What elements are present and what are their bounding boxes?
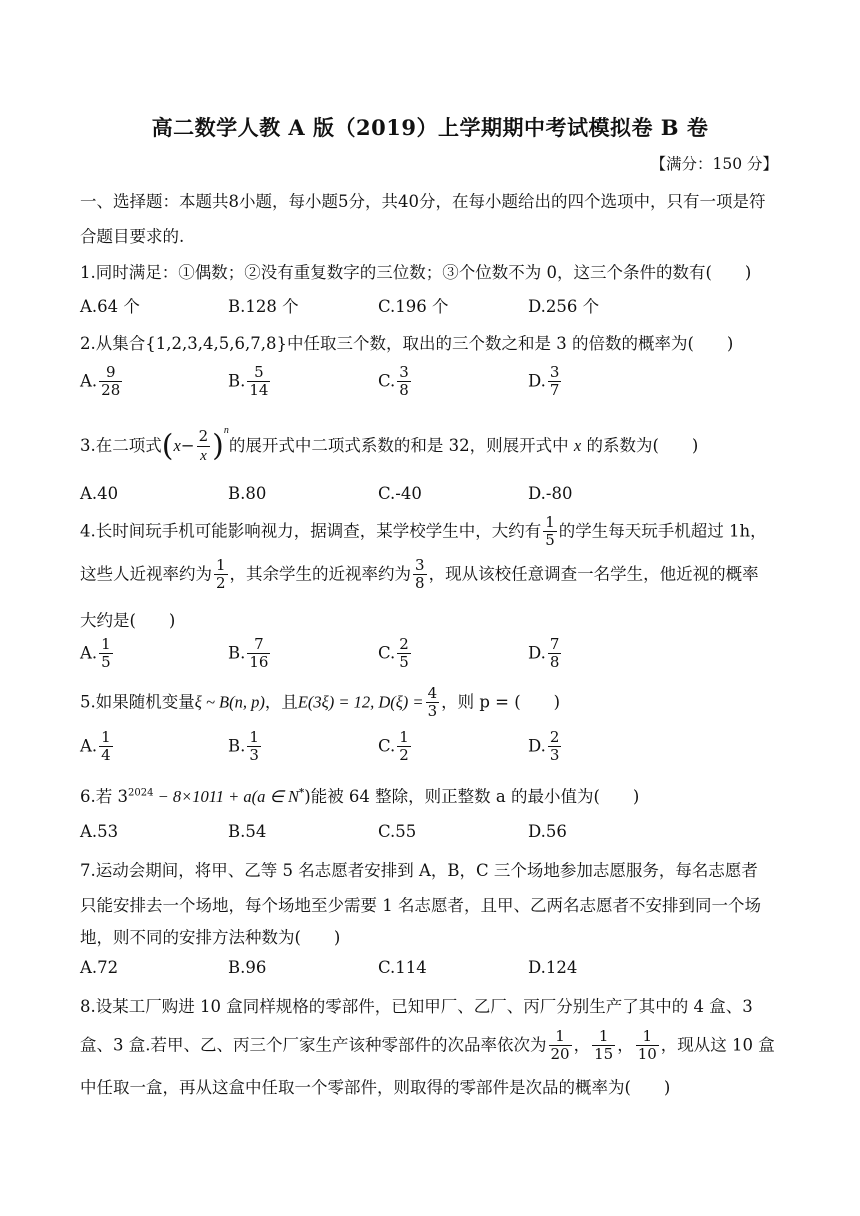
page-title: 高二数学人教 A 版（2019）上学期期中考试模拟卷 B 卷 <box>151 115 709 140</box>
question-4-text: 这些人近视率约为 <box>80 564 212 584</box>
fraction <box>543 514 557 550</box>
question-7-option-d: D.124 <box>528 958 578 977</box>
question-7-option-a: A.72 <box>80 958 119 977</box>
question-1-option-b: B.128 个 <box>228 297 299 316</box>
fraction-denominator: 20 <box>550 1045 570 1064</box>
question-6-option-c: C.55 <box>378 822 417 841</box>
expression-x: x <box>173 436 181 455</box>
fraction <box>592 1028 615 1064</box>
question-7-option-c: C.114 <box>378 958 427 977</box>
fraction <box>99 729 113 765</box>
fraction <box>99 364 122 400</box>
question-4-option-c <box>378 636 413 672</box>
fraction-denominator: 14 <box>249 381 269 400</box>
fraction-numerator: 2 <box>399 635 409 653</box>
fraction-numerator: 1 <box>216 556 226 574</box>
option-label: A. <box>80 643 98 663</box>
expression-minus: − <box>180 436 195 455</box>
fraction-denominator: 5 <box>399 653 409 672</box>
question-8-text: ，现从这 10 盒 <box>660 1035 775 1055</box>
separator: ， <box>573 1035 591 1055</box>
fraction-numerator: 3 <box>415 556 425 574</box>
fraction-denominator: 16 <box>249 653 269 672</box>
option-label: D. <box>528 643 546 663</box>
fraction <box>397 636 411 672</box>
question-1-option-a: A.64 个 <box>80 297 140 316</box>
question-6-option-d: D.56 <box>528 822 567 841</box>
question-3-option-a: A.40 <box>80 484 119 503</box>
question-4-option-a <box>80 636 115 672</box>
question-6-option-b: B.54 <box>228 822 267 841</box>
fraction <box>636 1028 659 1064</box>
question-3-stem-suffix-b: 的系数为( ) <box>581 436 699 455</box>
fraction-denominator: 8 <box>549 653 560 672</box>
fraction <box>397 364 411 400</box>
question-3-option-b: B.80 <box>228 484 267 503</box>
fraction-denominator: 5 <box>101 653 111 672</box>
question-2-set: {1,2,3,4,5,6,7,8} <box>145 334 287 353</box>
fraction <box>549 1028 572 1064</box>
fraction <box>548 364 562 400</box>
question-2-option-b <box>228 364 272 400</box>
fraction <box>413 557 427 593</box>
fraction-denominator: 3 <box>427 702 438 721</box>
question-7-line-2: 只能安排去一个场地，每个场地至少需要 1 名志愿者，且甲、乙两名志愿者不安排到同一个场 <box>80 896 761 915</box>
fraction-numerator: 9 <box>99 364 122 382</box>
question-4-line-3: 大约是( ) <box>80 611 176 630</box>
option-label: D. <box>528 736 546 756</box>
question-7-option-b: B.96 <box>228 958 267 977</box>
question-6-option-a: A.53 <box>80 822 119 841</box>
question-3-stem-suffix-a: 的展开式中二项式系数的和是 32，则展开式中 <box>228 436 574 455</box>
question-4-option-b <box>228 636 272 672</box>
fraction-numerator: 1 <box>545 513 555 531</box>
option-label: C. <box>378 736 396 756</box>
fraction <box>247 364 270 400</box>
question-6-stem <box>80 783 639 807</box>
question-3-stem-prefix: 3.在二项式 <box>80 436 162 455</box>
fraction-denominator: 2 <box>399 746 409 765</box>
question-4-line-2 <box>80 557 759 593</box>
fraction-denominator: 3 <box>549 746 560 765</box>
question-6-text: 能被 64 整除，则正整数 a 的最小值为( ) <box>310 787 640 806</box>
question-1-option-c: C.196 个 <box>378 297 449 316</box>
question-6-exponent: 2024 <box>128 787 154 799</box>
question-5-option-d <box>528 729 563 765</box>
full-score-label: 【满分：150 分】 <box>650 155 778 173</box>
question-2-stem-prefix: 2.从集合 <box>80 334 146 353</box>
fraction-numerator: 1 <box>249 728 259 746</box>
question-7-line-3: 地，则不同的安排方法种数为( ) <box>80 928 341 947</box>
question-2-stem <box>80 330 733 354</box>
fraction <box>247 729 261 765</box>
fraction-denominator: 8 <box>415 574 425 593</box>
fraction-numerator: 1 <box>101 635 111 653</box>
left-paren: ( <box>161 428 174 464</box>
fraction <box>214 557 228 593</box>
question-4-text: 的学生每天玩手机超过 1h， <box>558 521 767 541</box>
question-6-expression: − 8×1011 + a(a ∈ N <box>153 787 300 806</box>
option-label: A. <box>80 736 98 756</box>
option-label: C. <box>378 643 396 663</box>
fraction-denominator: 4 <box>101 746 111 765</box>
fraction-denominator: 3 <box>249 746 259 765</box>
question-6-text: ) <box>304 787 311 806</box>
option-label: C. <box>378 371 396 391</box>
question-1-option-d: D.256 个 <box>528 297 600 316</box>
fraction-numerator: 7 <box>549 635 560 653</box>
fraction-denominator: 15 <box>594 1045 614 1064</box>
fraction-numerator: 3 <box>399 363 409 381</box>
fraction-numerator: 2 <box>549 728 560 746</box>
fraction-numerator: 1 <box>549 1028 572 1046</box>
question-4-option-d <box>528 636 563 672</box>
question-6-text: 6.若 3 <box>80 787 128 806</box>
question-2-option-a <box>80 364 124 400</box>
question-8-line-2 <box>80 1028 775 1064</box>
question-5-text: ，则 p = ( ) <box>441 692 561 712</box>
expression-fraction <box>197 428 211 465</box>
separator: ， <box>617 1035 634 1055</box>
question-5-option-a <box>80 729 115 765</box>
fraction-numerator: 4 <box>427 684 438 702</box>
question-2-option-d <box>528 364 563 400</box>
question-3-variable: x <box>573 436 582 455</box>
fraction-denominator: 8 <box>399 381 409 400</box>
fraction-numerator: 5 <box>247 364 270 382</box>
section-heading-line-1: 一、选择题：本题共8小题，每小题5分，共40分，在每小题给出的四个选项中，只有一项是符 <box>80 192 766 211</box>
option-label: A. <box>80 371 98 391</box>
question-8-line-3: 中任取一盒，再从这盒中任取一个零部件，则取得的零部件是次品的概率为( ) <box>80 1078 671 1097</box>
question-2-stem-suffix: 中任取三个数，取出的三个数之和是 3 的倍数的概率为( ) <box>286 334 734 353</box>
question-8-line-1: 8.设某工厂购进 10 盒同样规格的零部件，已知甲厂、乙厂、丙厂分别生产了其中的 4 盒、3 <box>80 997 753 1016</box>
fraction <box>548 729 562 765</box>
fraction-numerator: 1 <box>592 1028 615 1046</box>
question-5-option-b <box>228 729 263 765</box>
question-3-option-c: C.-40 <box>378 484 422 503</box>
option-label: B. <box>228 736 246 756</box>
question-3-stem <box>80 425 698 465</box>
question-4-line-1 <box>80 514 767 550</box>
question-2-option-c <box>378 364 413 400</box>
question-5-distribution: ξ ~ B(n, p) <box>194 692 265 712</box>
question-5-text: ，且 <box>264 692 298 712</box>
fraction-denominator: 28 <box>101 381 121 400</box>
question-8-text: 盒、3 盒.若甲、乙、丙三个厂家生产该种零部件的次品率依次为 <box>80 1035 547 1055</box>
fraction-denominator: 10 <box>637 1045 657 1064</box>
expression-exponent: n <box>223 425 229 436</box>
question-4-text: 4.长时间玩手机可能影响视力，据调查，某学校学生中，大约有 <box>80 521 542 541</box>
fraction-numerator: 2 <box>198 427 209 446</box>
question-5-option-c <box>378 729 413 765</box>
fraction-numerator: 1 <box>636 1028 659 1046</box>
fraction-denominator: 7 <box>549 381 560 400</box>
question-3-option-d: D.-80 <box>528 484 573 503</box>
option-label: B. <box>228 371 246 391</box>
fraction-numerator: 3 <box>549 363 560 381</box>
section-heading-line-2: 合题目要求的. <box>80 227 185 246</box>
fraction-numerator: 1 <box>399 728 409 746</box>
question-5-text: 5.如果随机变量 <box>80 692 195 712</box>
fraction <box>426 685 440 721</box>
fraction-denominator: 2 <box>216 574 226 593</box>
question-1-stem: 1.同时满足：①偶数；②没有重复数字的三位数；③个位数不为 0，这三个条件的数有( ) <box>80 263 752 282</box>
question-5-stem <box>80 685 560 721</box>
fraction <box>397 729 411 765</box>
fraction-denominator: x <box>200 447 207 464</box>
option-label: D. <box>528 371 546 391</box>
question-5-condition: E(3ξ) = 12, D(ξ) = <box>297 692 424 712</box>
option-label: B. <box>228 643 246 663</box>
fraction <box>247 636 270 672</box>
fraction <box>548 636 562 672</box>
question-4-text: ，其余学生的近视率约为 <box>229 564 412 584</box>
question-4-text: ，现从该校任意调查一名学生，他近视的概率 <box>428 564 759 584</box>
fraction-numerator: 7 <box>247 636 270 654</box>
question-6-star: * <box>299 787 305 799</box>
right-paren: ) <box>212 428 224 464</box>
fraction-numerator: 1 <box>101 728 111 746</box>
fraction-denominator: 5 <box>545 531 555 550</box>
fraction <box>99 636 113 672</box>
question-7-line-1: 7.运动会期间，将甲、乙等 5 名志愿者安排到 A，B，C 三个场地参加志愿服务，每名志愿者 <box>80 861 758 880</box>
